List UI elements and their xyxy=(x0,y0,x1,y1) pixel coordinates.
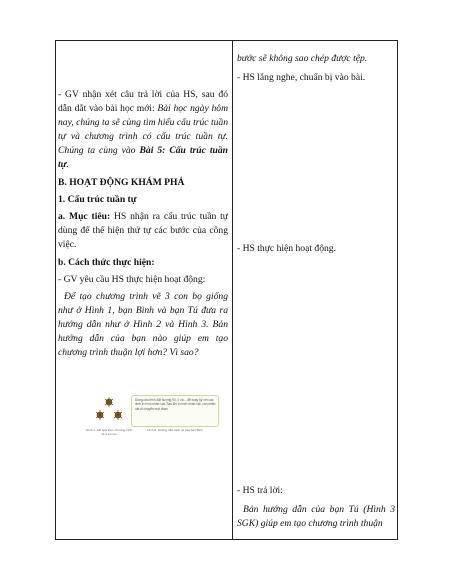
right-text-5 xyxy=(237,503,395,531)
question-text: Để tạo chương trình vẽ 3 con bọ giống như ở Hình 1, bạn Bình và bạn Tú đưa ra hướng dẫn như ở Hình 2 và Hình 3. Bản hướng dẫn của bạn nào giúp em tạo chương trình thuận lợi hơn? Vì sao? xyxy=(58,291,228,358)
student-answer-text: Bản hướng dẫn của bạn Tú (Hình 3 SGK) giúp em tạo chương trình thuận xyxy=(237,504,395,529)
student-answer-label: - HS trả lời: xyxy=(237,485,283,496)
left-column xyxy=(58,88,228,364)
instruction-box xyxy=(131,395,219,427)
student-activity-text: - HS thực hiện hoạt động. xyxy=(237,243,336,254)
right-continued-text: bước sẽ không sao chép được tệp. xyxy=(237,53,368,64)
gv-request-text: - GV yêu cầu HS thực hiện hoạt động: xyxy=(58,274,206,285)
instruction-box-text: Dùng câu lệnh đặt hướng 90, 0 và ...để xoay kỹ với các lệnh in hình nhân vật. Sau khi in hình nhân vật, cần nhắn vật di chuyển một đoạn xyxy=(135,398,216,411)
table-column-divider xyxy=(232,40,233,540)
muc-tieu-label: a. Mục tiêu: xyxy=(58,211,111,222)
right-text-4 xyxy=(237,484,395,498)
student-listen-text: - HS lắng nghe, chuẩn bị vào bài. xyxy=(237,72,366,83)
bugs-figure xyxy=(86,395,132,436)
teacher-intro-paragraph xyxy=(58,88,228,172)
figure-1-caption: Hình 1. Kết quả thực chương trình vẽ 3 con bọ xyxy=(86,428,132,436)
teacher-intro-text: - GV nhận xét câu trả lời của HS, sau đó dẫn dắt vào bài học mới: xyxy=(58,89,228,114)
right-text-3 xyxy=(237,242,395,256)
question-paragraph xyxy=(58,290,228,360)
figure-2-caption: Hình 2. Hướng dẫn cách vẽ của bạn Bình xyxy=(147,428,203,432)
intro-italic-text: Bài học ngày hôm nay, chúng ta sẽ cùng tìm hiểu cấu trúc tuần tự và chương trình có cấu trúc tuần tự. Chúng ta cùng vào xyxy=(58,103,228,156)
heading-b xyxy=(58,176,228,190)
heading-b-text: B. HOẠT ĐỘNG KHÁM PHÁ xyxy=(58,177,185,188)
intro-period: . xyxy=(66,159,69,170)
figure-group xyxy=(86,395,220,445)
muc-tieu-text: HS nhận ra cấu trúc tuần tự dùng để thể hiện thứ tự các bước của công việc. xyxy=(58,211,228,250)
lesson-title: Bài 5: Cấu trúc tuần tự xyxy=(58,145,228,170)
cach-thuc-label: b. Cách thức thực hiện: xyxy=(58,257,155,268)
heading-1 xyxy=(58,193,228,207)
gv-request xyxy=(58,273,228,287)
right-text-1 xyxy=(237,52,395,66)
heading-1-text: 1. Cấu trúc tuần tự xyxy=(58,194,137,205)
right-text-2 xyxy=(237,71,395,85)
muc-tieu-paragraph xyxy=(58,210,228,252)
bug-icon xyxy=(90,395,128,427)
cach-thuc-heading xyxy=(58,256,228,270)
